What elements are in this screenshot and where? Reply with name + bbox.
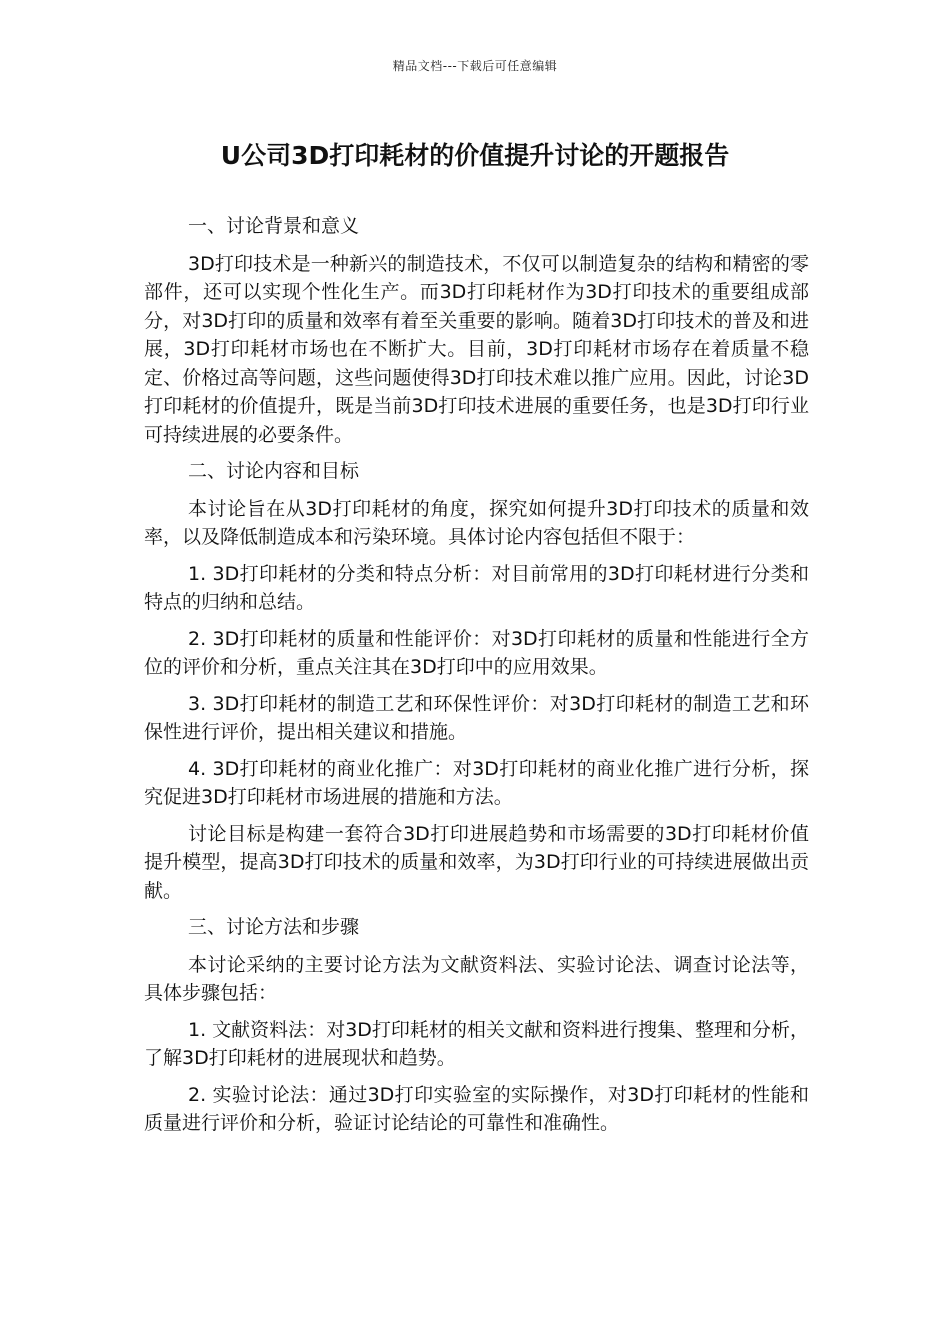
section-heading-methods: 三、讨论方法和步骤 <box>188 916 360 938</box>
list-item-content-4: 4. 3D打印耗材的商业化推广：对3D打印耗材的商业化推广进行分析，探究促进3D打印耗材市场进展的措施和方法。 <box>144 757 809 808</box>
list-item-content-3: 3. 3D打印耗材的制造工艺和环保性评价：对3D打印耗材的制造工艺和环保性进行评价，提出相关建议和措施。 <box>144 692 809 743</box>
list-item-method-2: 2. 实验讨论法：通过3D打印实验室的实际操作，对3D打印耗材的性能和质量进行评价和分析，验证讨论结论的可靠性和准确性。 <box>144 1083 809 1134</box>
list-item-method-1: 1. 文献资料法：对3D打印耗材的相关文献和资料进行搜集、整理和分析，了解3D打印耗材的进展现状和趋势。 <box>144 1018 809 1069</box>
list-item-content-2: 2. 3D打印耗材的质量和性能评价：对3D打印耗材的质量和性能进行全方位的评价和分析，重点关注其在3D打印中的应用效果。 <box>144 627 809 678</box>
section-heading-content-goals: 二、讨论内容和目标 <box>188 460 360 482</box>
paragraph-methods-intro: 本讨论采纳的主要讨论方法为文献资料法、实验讨论法、调查讨论法等，具体步骤包括： <box>144 953 809 1004</box>
section-heading-background: 一、讨论背景和意义 <box>188 215 360 237</box>
paragraph-content-intro: 本讨论旨在从3D打印耗材的角度，探究如何提升3D打印技术的质量和效率，以及降低制造成本和污染环境。具体讨论内容包括但不限于： <box>144 497 809 548</box>
document-title: U公司3D打印耗材的价值提升讨论的开题报告 <box>220 141 730 170</box>
header-note: 精品文档---下载后可任意编辑 <box>392 59 558 73</box>
list-item-content-1: 1. 3D打印耗材的分类和特点分析：对目前常用的3D打印耗材进行分类和特点的归纳和总结。 <box>144 562 809 613</box>
document-body <box>144 212 809 1146</box>
paragraph-background: 3D打印技术是一种新兴的制造技术，不仅可以制造复杂的结构和精密的零部件，还可以实现个性化生产。而3D打印耗材作为3D打印技术的重要组成部分，对3D打印的质量和效率有着至关重要的影响。随着3D打印技术的普及和进展，3D打印耗材市场也在不断扩大。目前，3D打印耗材市场存在着质量不稳定、价格过高等问题，这些问题使得3D打印技术难以推广应用。因此，讨论3D打印耗材的价值提升，既是当前3D打印技术进展的重要任务，也是3D打印行业可持续进展的必要条件。 <box>144 252 809 446</box>
paragraph-goals: 讨论目标是构建一套符合3D打印进展趋势和市场需要的3D打印耗材价值提升模型，提高3D打印技术的质量和效率，为3D打印行业的可持续进展做出贡献。 <box>144 822 809 902</box>
